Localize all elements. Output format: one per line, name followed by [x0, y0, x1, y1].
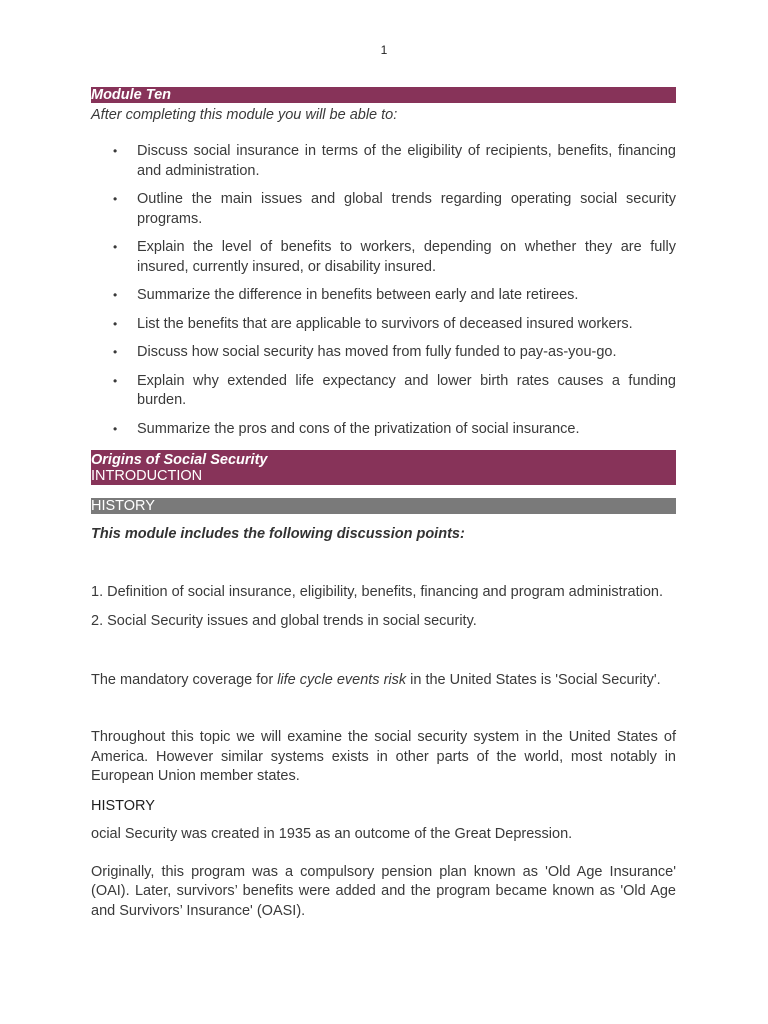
section-title: Origins of Social Security — [91, 452, 268, 468]
history-gray-band: HISTORY — [91, 498, 676, 514]
bullet-icon: • — [113, 316, 118, 331]
bullet-icon: • — [113, 192, 118, 206]
section-title-band — [91, 450, 676, 485]
list-item: • Discuss social insurance in terms of the eligibility of recipients, benefits, financing and administration. — [113, 143, 676, 179]
discussion-point-1: 1. Definition of social insurance, eligibility, benefits, financing and program administration. — [91, 583, 663, 600]
history-paragraph-1: ocial Security was created in 1935 as an outcome of the Great Depression. — [91, 826, 573, 842]
objectives-list — [91, 142, 676, 439]
history-paragraph-2: Originally, this program was a compulsory pension plan known as 'Old Age Insurance' (OAI). Later, survivors’ benefits were added and the program became known as 'Old Age and Survivors’ Insurance' (OASI). — [91, 863, 676, 919]
discussion-point-2: 2. Social Security issues and global trends in social security. — [91, 613, 477, 629]
coverage-paragraph: The mandatory coverage for life cycle events risk in the United States is 'Social Security'. — [91, 671, 661, 688]
history-heading: HISTORY — [91, 797, 155, 814]
bullet-icon: • — [113, 288, 118, 302]
bullet-icon: • — [113, 144, 118, 158]
throughout-paragraph: Throughout this topic we will examine the social security system in the United States of America. However similar systems exists in other parts of the world, most notably in European Union member states. — [91, 729, 676, 784]
bullet-icon: • — [113, 345, 118, 359]
coverage-emphasis: life cycle events risk — [277, 671, 407, 688]
list-item: • Explain the level of benefits to workers, depending on whether they are fully insured, currently insured, or disability insured. — [113, 239, 676, 275]
bullet-icon: • — [113, 240, 118, 254]
list-item: • Outline the main issues and global trends regarding operating social security programs. — [113, 191, 676, 227]
list-item: • Summarize the difference in benefits between early and late retirees. — [91, 286, 676, 306]
list-item: • List the benefits that are applicable to survivors of deceased insured workers. — [91, 315, 676, 335]
module-intro: After completing this module you will be able to: — [91, 107, 398, 123]
module-title: Module Ten — [91, 87, 172, 103]
section-subtitle: INTRODUCTION — [91, 468, 203, 484]
discussion-heading: This module includes the following discussion points: — [91, 526, 465, 542]
document-page — [91, 0, 676, 921]
list-item: • Discuss how social security has moved from fully funded to pay-as-you-go. — [91, 343, 676, 363]
bullet-icon: • — [113, 373, 118, 388]
page-number: 1 — [380, 43, 388, 57]
list-item: • Explain why extended life expectancy and lower birth rates causes a funding burden. — [113, 372, 676, 408]
bullet-icon: • — [113, 421, 118, 436]
module-title-band — [91, 87, 676, 103]
list-item: • Summarize the pros and cons of the privatization of social insurance. — [91, 420, 676, 440]
